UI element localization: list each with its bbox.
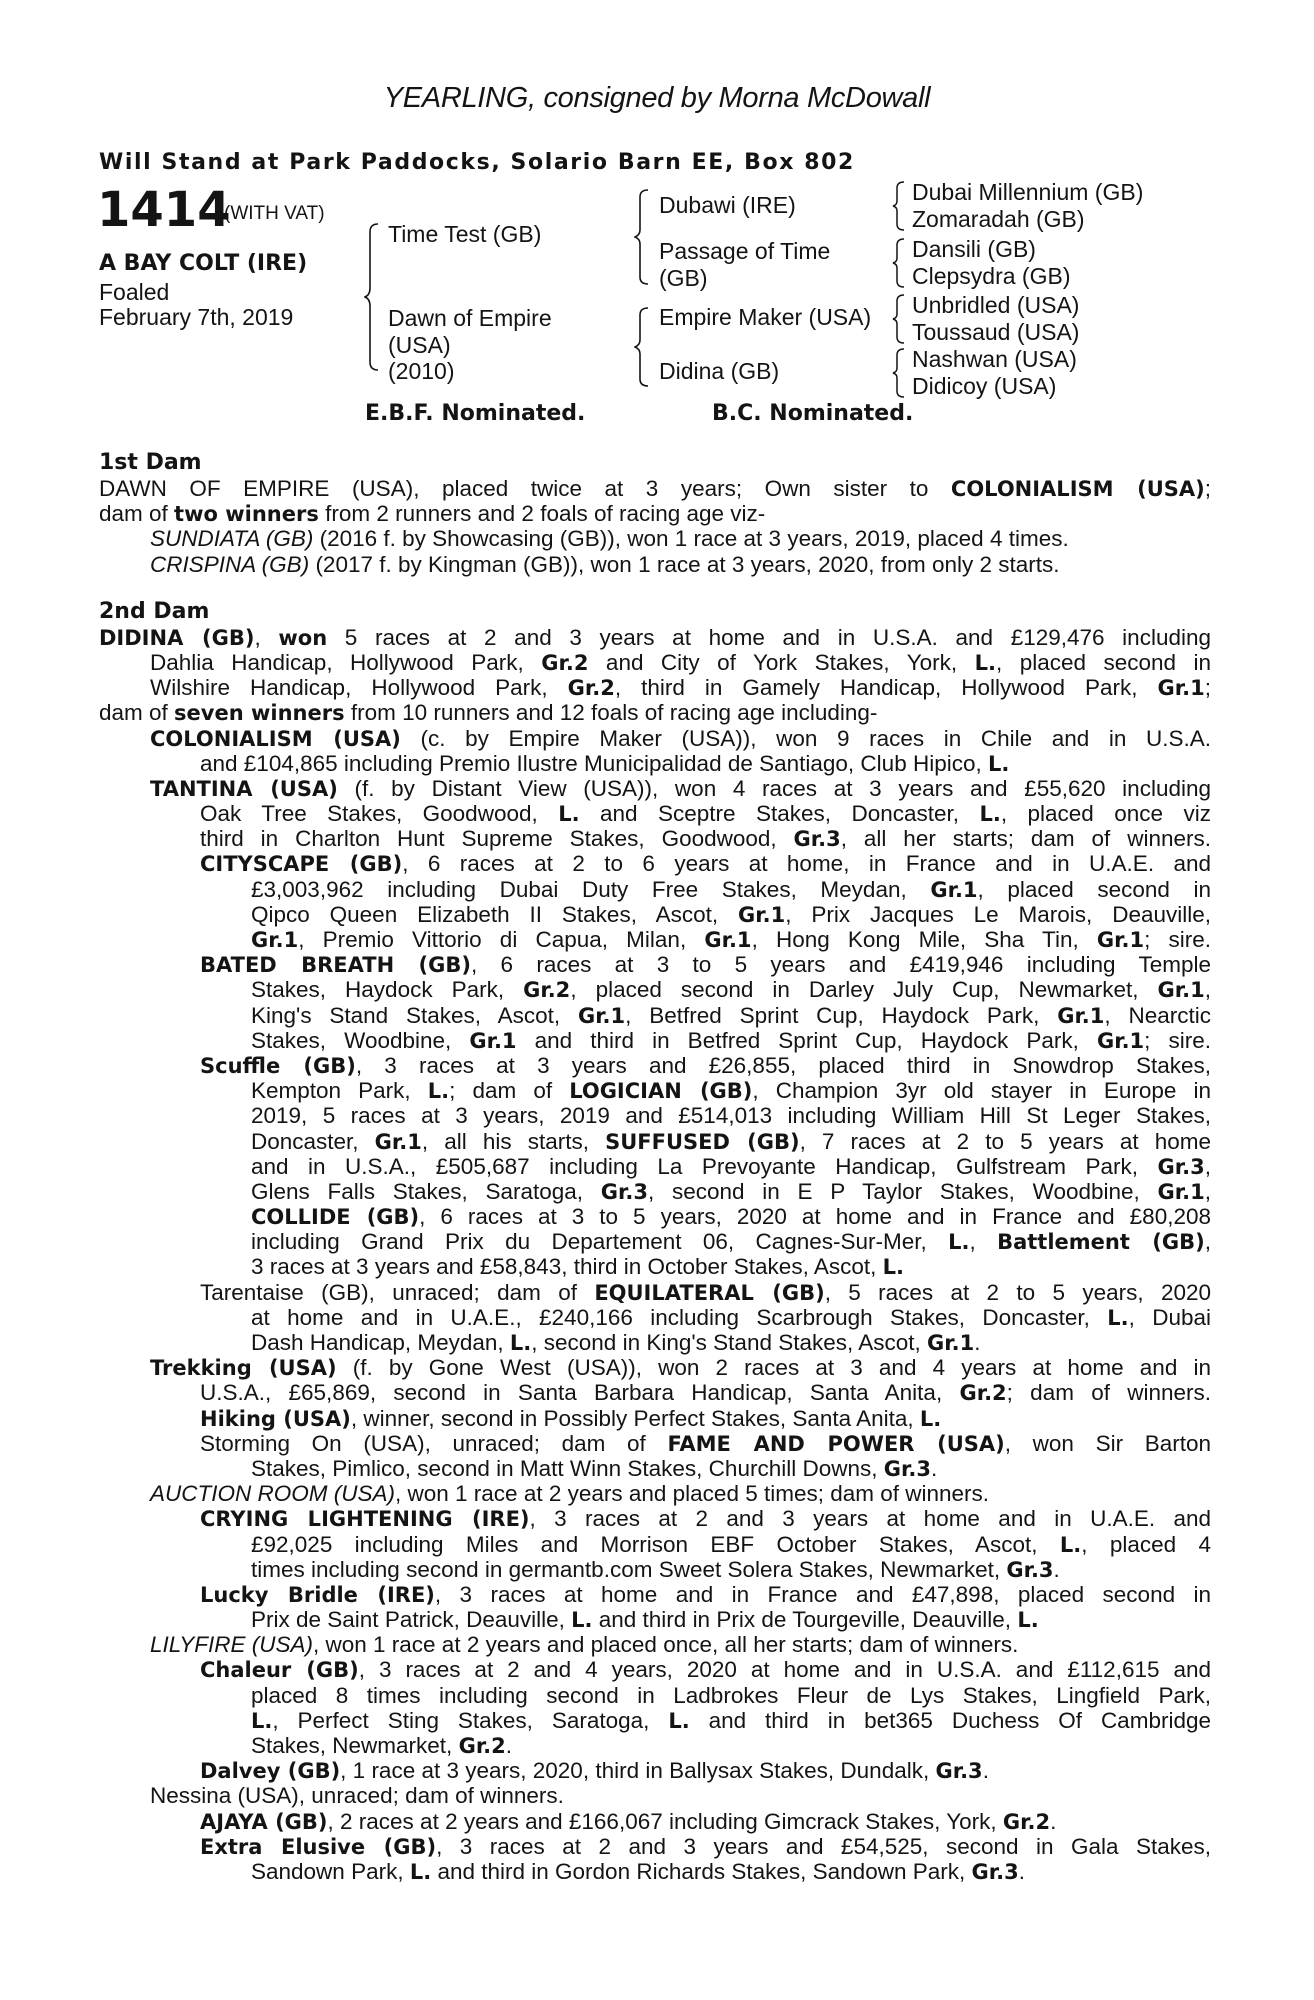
text-run: , 3 races at home and in France and £47,898, placed second in [434, 1581, 1211, 1607]
bold-run: Gr.3 [971, 1859, 1019, 1884]
pedigree-brace-sd [892, 237, 908, 289]
text-run: , 1 race at 3 years, 2020, third in Ballysax Stakes, Dundalk, [340, 1758, 936, 1784]
dam-details [99, 450, 1211, 1884]
bold-run: Battlement (GB) [997, 1230, 1205, 1255]
text-run: , [1204, 977, 1211, 1003]
bold-run: L. [1107, 1305, 1129, 1330]
bold-run: Gr.1 [930, 877, 978, 902]
text-run: Sandown Park, [251, 1858, 410, 1884]
second-dam-line [99, 1532, 1211, 1557]
first-dam-line [99, 476, 1211, 501]
bold-run: Gr.1 [927, 1331, 975, 1355]
bold-run: Gr.3 [935, 1759, 983, 1784]
text-run: DAWN OF EMPIRE (USA), placed twice at 3 years; Own sister to [99, 476, 951, 501]
pedigree-brace-sire [634, 188, 652, 286]
second-dam-line [99, 801, 1211, 826]
text-run: (f. by Gone West (USA)), won 2 races at 3 and 4 years at home and in [336, 1355, 1211, 1381]
text-run: , Prix Jacques Le Marois, Deauville, [785, 901, 1211, 927]
text-run: , 6 races at 3 to 5 years and £419,946 including Temple [470, 952, 1211, 978]
lot-description: A BAY COLT (IRE) [99, 251, 308, 276]
second-dam-line [99, 1154, 1211, 1179]
pedigree-brace-ss [892, 180, 908, 232]
pedigree-dam-year: (2010) [388, 358, 455, 384]
bold-run: L. [509, 1331, 532, 1355]
text-run: and third in Prix de Tourgeville, Deauville, [592, 1607, 1018, 1633]
bold-run: L. [251, 1708, 273, 1733]
text-run: Storming On (USA), unraced; dam of [200, 1430, 668, 1456]
pedigree-sire: Time Test (GB) [388, 221, 542, 247]
text-run: and City of York Stakes, York, [588, 649, 975, 675]
second-dam-line [99, 1280, 1211, 1305]
text-run: (2016 f. by Showcasing (GB)), won 1 race at 3 years, 2019, placed 4 times. [313, 526, 1069, 552]
text-run: (c. by Empire Maker (USA)), won 9 races in Chile and in U.S.A. [400, 725, 1211, 751]
text-run: . [1050, 1808, 1057, 1834]
text-run: Glens Falls Stakes, Saratoga, [251, 1178, 601, 1204]
bold-run: LOGICIAN (GB) [569, 1079, 753, 1104]
bold-run: L. [427, 1079, 450, 1104]
bold-run: L. [979, 802, 1001, 827]
text-run: third in Charlton Hunt Supreme Stakes, Goodwood, [200, 826, 794, 852]
section-gap [99, 577, 1211, 599]
bold-run: L. [882, 1255, 904, 1280]
second-dam-line [99, 1859, 1211, 1884]
text-run: . [1053, 1556, 1060, 1582]
first-dam-heading: 1st Dam [99, 450, 202, 475]
pedigree-dsd: Toussaud (USA) [912, 319, 1080, 345]
second-dam-line [99, 776, 1211, 801]
second-dam-line [99, 877, 1211, 902]
pedigree-ssd: Zomaradah (GB) [912, 206, 1085, 232]
pedigree-dss: Unbridled (USA) [912, 292, 1080, 318]
bold-run: Gr.2 [567, 676, 615, 701]
second-dam-line [99, 851, 1211, 876]
second-dam-line [99, 1431, 1211, 1456]
second-dam-line [99, 726, 1211, 751]
text-run: Prix de Saint Patrick, Deauville, [251, 1607, 572, 1633]
first-dam-produce [99, 526, 1211, 551]
bold-run: Gr.3 [600, 1179, 648, 1204]
text-run: . [1018, 1858, 1025, 1884]
second-dam-line [99, 1078, 1211, 1103]
second-dam-line [99, 1632, 1211, 1657]
text-run: , [254, 624, 279, 650]
second-dam-line [99, 675, 1211, 700]
bold-run: Gr.1 [251, 928, 299, 952]
text-run: from 10 runners and 12 foals of racing age including- [344, 700, 878, 726]
pedigree-dam-dam: Didina (GB) [659, 358, 780, 384]
text-run: , 3 races at 2 and 3 years and £54,525, second in Gala Stakes, [436, 1833, 1212, 1859]
text-run: Wilshire Handicap, Hollywood Park, [150, 675, 568, 701]
bold-run: L. [571, 1608, 593, 1633]
text-run: ; [1204, 476, 1211, 501]
second-dam-body [99, 625, 1211, 1884]
pedigree-dam-line2: (USA) [388, 332, 451, 358]
second-dam-line [99, 1582, 1211, 1607]
pedigree-sire-dam-line1: Passage of Time [659, 238, 831, 264]
italic-run: LILYFIRE (USA) [150, 1632, 313, 1658]
bold-run: Gr.1 [469, 1028, 517, 1053]
lot-number: 1414 [97, 182, 231, 238]
text-run: , Hong Kong Mile, Sha Tin, [751, 927, 1097, 952]
text-run: . [930, 1455, 938, 1481]
bold-run: L. [409, 1859, 432, 1884]
bold-run: COLONIALISM (USA) [150, 726, 401, 751]
second-dam-line [99, 1506, 1211, 1531]
bold-run: Gr.1 [1157, 676, 1205, 701]
bold-run: Gr.2 [1002, 1809, 1051, 1834]
text-run: , placed once viz [1000, 801, 1211, 827]
bold-run: BATED BREATH (GB) [200, 953, 471, 978]
second-dam-line [99, 751, 1211, 776]
second-dam-line [99, 1003, 1211, 1028]
second-dam-line [99, 1229, 1211, 1254]
text-run: . [974, 1330, 981, 1355]
text-run: times including second in germantb.com Sweet Solera Stakes, Newmarket, [251, 1556, 1007, 1582]
text-run: , [1204, 1229, 1211, 1255]
text-run: Stakes, Woodbine, [251, 1027, 470, 1053]
first-dam-produce [99, 552, 1211, 577]
text-run: , 7 races at 2 to 5 years at home [799, 1128, 1211, 1154]
pedigree-brace-dam [634, 306, 652, 388]
bold-run: Chaleur (GB) [200, 1658, 359, 1683]
bold-run: L. [558, 802, 580, 827]
text-run: , 2 races at 2 years and £166,067 including Gimcrack Stakes, York, [327, 1808, 1003, 1834]
second-dam-line [99, 1708, 1211, 1733]
second-dam-line [99, 650, 1211, 675]
bold-run: Scuffle (GB) [200, 1053, 356, 1078]
text-run: , placed second in [996, 649, 1212, 675]
text-run: (f. by Distant View (USA)), won 4 races at 3 years and £55,620 including [337, 775, 1211, 801]
bold-run: Gr.3 [883, 1456, 931, 1481]
second-dam-line [99, 1380, 1211, 1405]
text-run: Doncaster, [251, 1128, 375, 1154]
text-run: U.S.A., £65,869, second in Santa Barbara Handicap, Santa Anita, [200, 1380, 960, 1406]
bold-run: L. [1017, 1608, 1039, 1633]
pedigree-brace-ds [892, 293, 908, 345]
bold-run: two winners [174, 502, 319, 527]
bold-run: Gr.1 [1096, 928, 1145, 952]
text-run: , Nearctic [1104, 1002, 1211, 1028]
second-dam-line [99, 902, 1211, 927]
text-run: , [1204, 1153, 1211, 1179]
text-run: Kempton Park, [251, 1078, 428, 1104]
text-run: , second in King's Stand Stakes, Ascot, [531, 1330, 928, 1355]
text-run: , [1204, 1178, 1211, 1204]
bold-run: TANTINA (USA) [150, 776, 338, 801]
text-run: £3,003,962 including Dubai Duty Free Stakes, Meydan, [251, 876, 931, 902]
text-run: , won Sir Barton [1004, 1430, 1212, 1456]
bold-run: Gr.1 [1157, 1179, 1205, 1204]
bold-run: Gr.1 [738, 902, 786, 927]
second-dam-line [99, 1330, 1211, 1355]
pedigree-brace-dd [892, 347, 908, 399]
text-run: Oak Tree Stakes, Goodwood, [200, 801, 559, 827]
second-dam-line [99, 1809, 1211, 1834]
bold-run: won [278, 625, 328, 650]
second-dam-line [99, 1456, 1211, 1481]
bold-run: L. [668, 1708, 690, 1733]
pedigree-sire-dam-line2: (GB) [659, 265, 708, 291]
text-run: Tarentaise (GB), unraced; dam of [200, 1279, 595, 1305]
bold-run: Gr.1 [577, 1003, 626, 1028]
text-run: , placed 4 [1081, 1531, 1211, 1557]
bold-run: EQUILATERAL (GB) [594, 1280, 825, 1305]
text-run: Dash Handicap, Meydan, [251, 1330, 510, 1355]
second-dam-heading: 2nd Dam [99, 598, 210, 624]
text-run: , Champion 3yr old stayer in Europe in [752, 1078, 1211, 1104]
second-dam-line [99, 1355, 1211, 1380]
text-run: dam of [99, 501, 175, 527]
text-run: , second in E P Taylor Stakes, Woodbine, [648, 1178, 1158, 1204]
text-run: ; sire. [1144, 927, 1212, 952]
bold-run: Dalvey (GB) [200, 1759, 341, 1784]
text-run: ; [1204, 675, 1211, 701]
text-run: ; dam of winners. [1006, 1380, 1212, 1406]
text-run: , 3 races at 2 and 4 years, 2020 at home and in U.S.A. and £112,615 and [358, 1657, 1211, 1683]
second-dam-line [99, 1254, 1211, 1279]
text-run: dam of [99, 700, 175, 726]
text-run: , all her starts; dam of winners. [840, 826, 1211, 852]
second-dam-line [99, 700, 1211, 725]
bc-nomination: B.C. Nominated. [712, 401, 914, 426]
bold-run: FAME AND POWER (USA) [667, 1431, 1005, 1456]
text-run: 2019, 5 races at 3 years, 2019 and £514,013 including William Hill St Leger Stakes, [251, 1103, 1211, 1129]
bold-run: Gr.2 [458, 1734, 506, 1758]
second-dam-line [99, 927, 1211, 952]
pedigree-dds: Nashwan (USA) [912, 346, 1077, 372]
bold-run: Gr.3 [1157, 1154, 1205, 1179]
foaled-label: Foaled [99, 279, 170, 305]
second-dam-line [99, 1758, 1211, 1783]
pedigree-dam-line1: Dawn of Empire [388, 305, 552, 331]
text-run: King's Stand Stakes, Ascot, [251, 1002, 578, 1028]
bold-run: Trekking (USA) [150, 1356, 337, 1381]
first-dam-line [99, 501, 1211, 526]
text-run: and third in Gordon Richards Stakes, Sandown Park, [431, 1858, 972, 1884]
second-dam-line [99, 1204, 1211, 1229]
bold-run: Gr.3 [793, 827, 841, 852]
pedigree-ddd: Didicoy (USA) [912, 373, 1057, 399]
second-dam-line [99, 1657, 1211, 1682]
text-run: , won 1 race at 2 years and placed 5 times; dam of winners. [395, 1481, 990, 1507]
text-run: at home and in U.A.E., £240,166 including Scarbrough Stakes, Doncaster, [251, 1304, 1108, 1330]
bold-run: Gr.2 [541, 650, 589, 675]
produce-name: SUNDIATA (GB) [150, 526, 314, 552]
second-dam-line [99, 1053, 1211, 1078]
second-dam-line [99, 1129, 1211, 1154]
text-run: and third in Betfred Sprint Cup, Haydock Park, [516, 1027, 1097, 1053]
second-dam-line [99, 1103, 1211, 1128]
bold-run: SUFFUSED (GB) [605, 1129, 800, 1154]
bold-run: L. [1059, 1532, 1082, 1557]
second-dam-line [99, 1607, 1211, 1632]
text-run: and Sceptre Stakes, Doncaster, [579, 801, 980, 827]
second-dam-line [99, 1406, 1211, 1431]
text-run: Stakes, Haydock Park, [251, 977, 524, 1003]
second-dam-line [99, 1179, 1211, 1204]
text-run: placed 8 times including second in Ladbrokes Fleur de Lys Stakes, Lingfield Park, [251, 1682, 1211, 1708]
text-run: Stakes, Pimlico, second in Matt Winn Stakes, Churchill Downs, [251, 1455, 884, 1481]
text-run: (2017 f. by Kingman (GB)), won 1 race at 3 years, 2020, from only 2 starts. [309, 551, 1060, 577]
second-dam-line [99, 826, 1211, 851]
text-run: . [982, 1758, 989, 1784]
text-run: , 6 races at 3 to 5 years, 2020 at home and in France and £80,208 [419, 1204, 1211, 1230]
text-run: ; dam of [449, 1078, 570, 1104]
bold-run: Gr.1 [704, 928, 752, 952]
bold-run: L. [974, 650, 996, 675]
second-dam-line [99, 1783, 1211, 1808]
second-dam-line [99, 1305, 1211, 1330]
bold-run: Gr.1 [1096, 1028, 1145, 1053]
text-run: , placed second in Darley July Cup, Newmarket, [570, 977, 1158, 1003]
bold-run: Hiking (USA) [200, 1406, 351, 1431]
bold-run: COLLIDE (GB) [251, 1205, 420, 1230]
pedigree-sds: Dansili (GB) [912, 236, 1036, 262]
bold-run: COLONIALISM (USA) [950, 477, 1205, 501]
pedigree-sire-sire: Dubawi (IRE) [659, 192, 796, 218]
ebf-nomination: E.B.F. Nominated. [365, 401, 586, 426]
text-run: , 3 races at 2 and 3 years at home and in U.A.E. and [529, 1506, 1211, 1532]
second-dam-line [99, 952, 1211, 977]
bold-run: L. [919, 1406, 942, 1431]
consignor-line: YEARLING, consigned by Morna McDowall [383, 82, 931, 114]
text-run: , third in Gamely Handicap, Hollywood Park, [614, 675, 1158, 701]
text-run: Dahlia Handicap, Hollywood Park, [150, 649, 542, 675]
bold-run: Gr.1 [374, 1129, 422, 1154]
pedigree-sdd: Clepsydra (GB) [912, 263, 1071, 289]
bold-run: AJAYA (GB) [200, 1809, 328, 1834]
location-line: Will Stand at Park Paddocks, Solario Barn EE, Box 802 [99, 150, 855, 175]
bold-run: seven winners [174, 701, 345, 726]
text-run: and third in bet365 Duchess Of Cambridge [689, 1707, 1211, 1733]
text-run: , [969, 1229, 998, 1255]
bold-run: Extra Elusive (GB) [200, 1834, 437, 1859]
text-run: , 3 races at 3 years and £26,855, placed third in Snowdrop Stakes, [355, 1052, 1211, 1078]
bold-run: CRYING LIGHTENING (IRE) [200, 1507, 530, 1532]
italic-run: AUCTION ROOM (USA) [150, 1481, 395, 1507]
pedigree-dam-sire: Empire Maker (USA) [659, 304, 872, 330]
text-run: , all his starts, [421, 1128, 606, 1154]
bold-run: Gr.2 [959, 1381, 1007, 1406]
second-dam-line [99, 1683, 1211, 1708]
text-run: and in U.S.A., £505,687 including La Prevoyante Handicap, Gulfstream Park, [251, 1153, 1158, 1179]
pedigree-sss: Dubai Millennium (GB) [912, 179, 1144, 205]
bold-run: CITYSCAPE (GB) [200, 852, 403, 877]
text-run: , winner, second in Possibly Perfect Stakes, Santa Anita, [350, 1405, 920, 1431]
bold-run: Gr.1 [1157, 978, 1205, 1003]
second-dam-line [99, 1028, 1211, 1053]
text-run: Qipco Queen Elizabeth II Stakes, Ascot, [251, 901, 738, 927]
text-run: and £104,865 including Premio Ilustre Municipalidad de Santiago, Club Hipico, [200, 750, 988, 776]
text-run: Stakes, Newmarket, [251, 1733, 459, 1758]
bold-run: DIDINA (GB) [99, 625, 255, 650]
text-run: , won 1 race at 2 years and placed once, all her starts; dam of winners. [312, 1632, 1019, 1658]
bold-run: L. [987, 751, 1010, 776]
second-dam-line [99, 977, 1211, 1002]
text-run: 5 races at 2 and 3 years at home and in U.S.A. and £129,476 including [327, 624, 1211, 650]
bold-run: Gr.2 [523, 978, 571, 1003]
text-run: . [505, 1733, 513, 1758]
second-dam-line [99, 1557, 1211, 1582]
text-run: , Premio Vittorio di Capua, Milan, [298, 927, 705, 952]
text-run: 3 races at 3 years and £58,843, third in October Stakes, Ascot, [251, 1254, 883, 1280]
vat-note: (WITH VAT) [224, 203, 325, 224]
text-run: ; sire. [1144, 1027, 1212, 1053]
bold-run: L. [948, 1230, 970, 1255]
bold-run: Gr.3 [1006, 1557, 1054, 1582]
second-dam-line [99, 1834, 1211, 1859]
second-dam-line [99, 1481, 1211, 1506]
produce-name: CRISPINA (GB) [150, 551, 310, 577]
foaled-date: February 7th, 2019 [99, 304, 294, 330]
pedigree-brace-gen1 [364, 222, 382, 372]
second-dam-line [99, 1733, 1211, 1758]
text-run: , Dubai [1128, 1304, 1211, 1330]
text-run: , Betfred Sprint Cup, Haydock Park, [625, 1002, 1058, 1028]
bold-run: Lucky Bridle (IRE) [200, 1582, 435, 1607]
text-run: Nessina (USA), unraced; dam of winners. [150, 1783, 564, 1809]
bold-run: Gr.1 [1057, 1003, 1105, 1028]
text-run: , 5 races at 2 to 5 years, 2020 [824, 1279, 1211, 1305]
text-run: including Grand Prix du Departement 06, Cagnes-Sur-Mer, [251, 1229, 949, 1255]
text-run: £92,025 including Miles and Morrison EBF October Stakes, Ascot, [251, 1531, 1060, 1557]
text-run: , placed second in [977, 876, 1211, 902]
second-dam-line [99, 625, 1211, 650]
text-run: from 2 runners and 2 foals of racing age viz- [318, 501, 766, 527]
text-run: , 6 races at 2 to 6 years at home, in France and in U.A.E. and [402, 851, 1212, 877]
text-run: , Perfect Sting Stakes, Saratoga, [272, 1707, 669, 1733]
